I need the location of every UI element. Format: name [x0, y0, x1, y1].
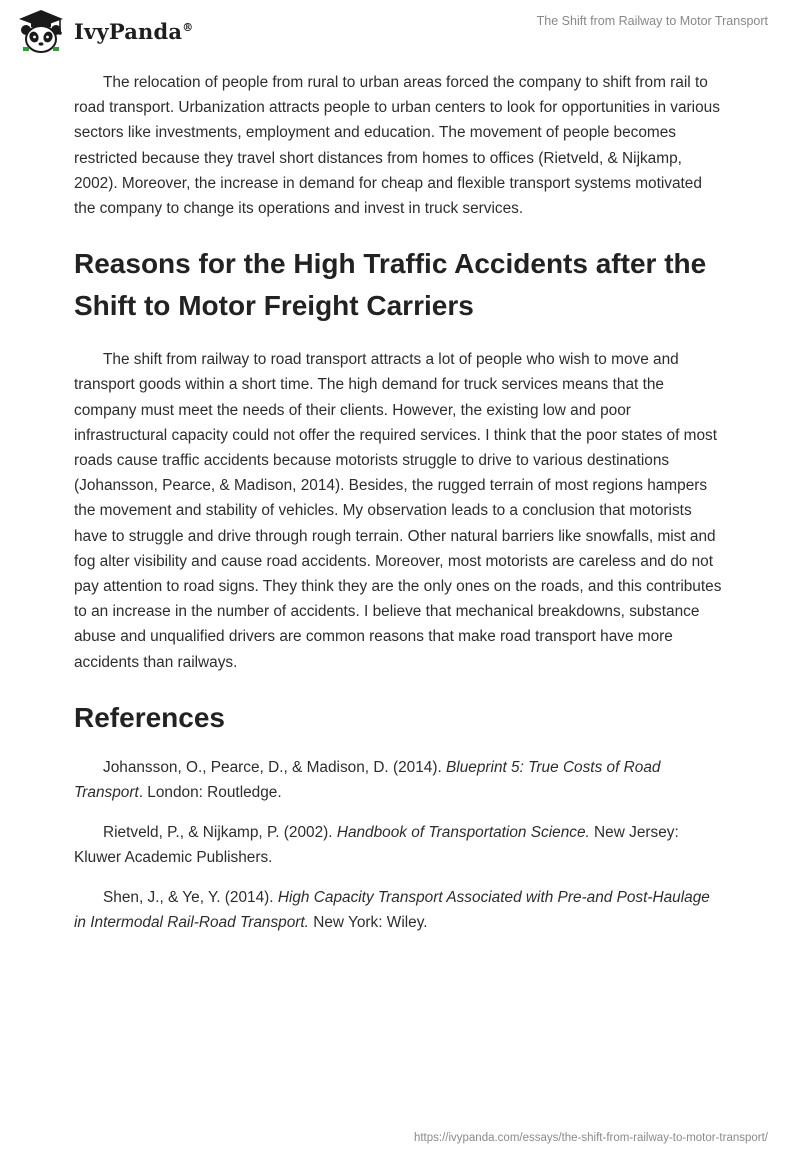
- reference-publisher: New Jersey: Kluwer Academic Publishers.: [74, 823, 679, 866]
- source-url-link[interactable]: https://ivypanda.com/essays/the-shift-from-railway-to-motor-transport/: [413, 1132, 768, 1144]
- reference-item: [74, 885, 726, 935]
- page-header: [0, 0, 800, 64]
- ivypanda-logo[interactable]: [16, 8, 193, 54]
- reference-authors: Johansson, O., Pearce, D., & Madison, D. (2014).: [103, 758, 447, 776]
- reference-publisher: New York: Wiley.: [308, 913, 428, 931]
- essay-content: [74, 70, 726, 950]
- reference-item: [74, 755, 726, 805]
- intro-paragraph: The relocation of people from rural to urban areas forced the company to shift from rail to road transport. Urbanization attracts people to urban centers to look for opportunities in various sectors like investments, employment and education. The movement of people becomes restricted because they travel short distances from homes to offices (Rietveld, & Nijkamp, 2002). Moreover, the increase in demand for cheap and flexible transport systems motivated the company to change its operations and invest in truck services.: [74, 74, 720, 218]
- registered-mark: ®: [182, 20, 194, 34]
- section-paragraph: The shift from railway to road transport attracts a lot of people who wish to move and transport goods within a short time. The high demand for truck services means that the company must meet the needs of their clients. However, the existing low and poor infrastructural capacity could not offer the required services. I think that the poor states of most roads cause traffic accidents because motorists struggle to drive to various destinations (Johansson, Pearce, & Madison, 2014). Besides, the rugged terrain of most regions hampers the movement and stability of vehicles. My observation leads to a conclusion that motorists have to struggle and drive through rough terrain. Other natural barriers like snowfalls, mist and fog alter visibility and cause road accidents. Moreover, most motorists are careless and do not pay attention to road signs. They think they are the only ones on the roads, and this contributes to an increase in the number of accidents. I believe that mechanical breakdowns, substance abuse and unqualified drivers are common reasons that make road transport have more accidents than railways.: [74, 351, 722, 671]
- logo-wordmark: [74, 19, 193, 44]
- document-title: The Shift from Railway to Motor Transport: [536, 14, 768, 28]
- reference-publisher: . London: Routledge.: [138, 783, 282, 801]
- panda-graduate-icon: [16, 8, 66, 54]
- reference-authors: Rietveld, P., & Nijkamp, P. (2002).: [103, 823, 337, 841]
- logo-text: IvyPanda: [74, 18, 183, 44]
- references-heading: References: [74, 701, 225, 733]
- reference-title: High Capacity Transport Associated with Pre-and Post-Haulage in Intermodal Rail-Road Transport.: [74, 888, 710, 931]
- reference-authors: Shen, J., & Ye, Y. (2014).: [103, 888, 278, 906]
- reference-item: [74, 820, 726, 870]
- reference-title: Blueprint 5: True Costs of Road Transport: [74, 758, 661, 801]
- section-heading: Reasons for the High Traffic Accidents after the Shift to Motor Freight Carriers: [74, 248, 707, 322]
- reference-title: Handbook of Transportation Science.: [336, 823, 590, 841]
